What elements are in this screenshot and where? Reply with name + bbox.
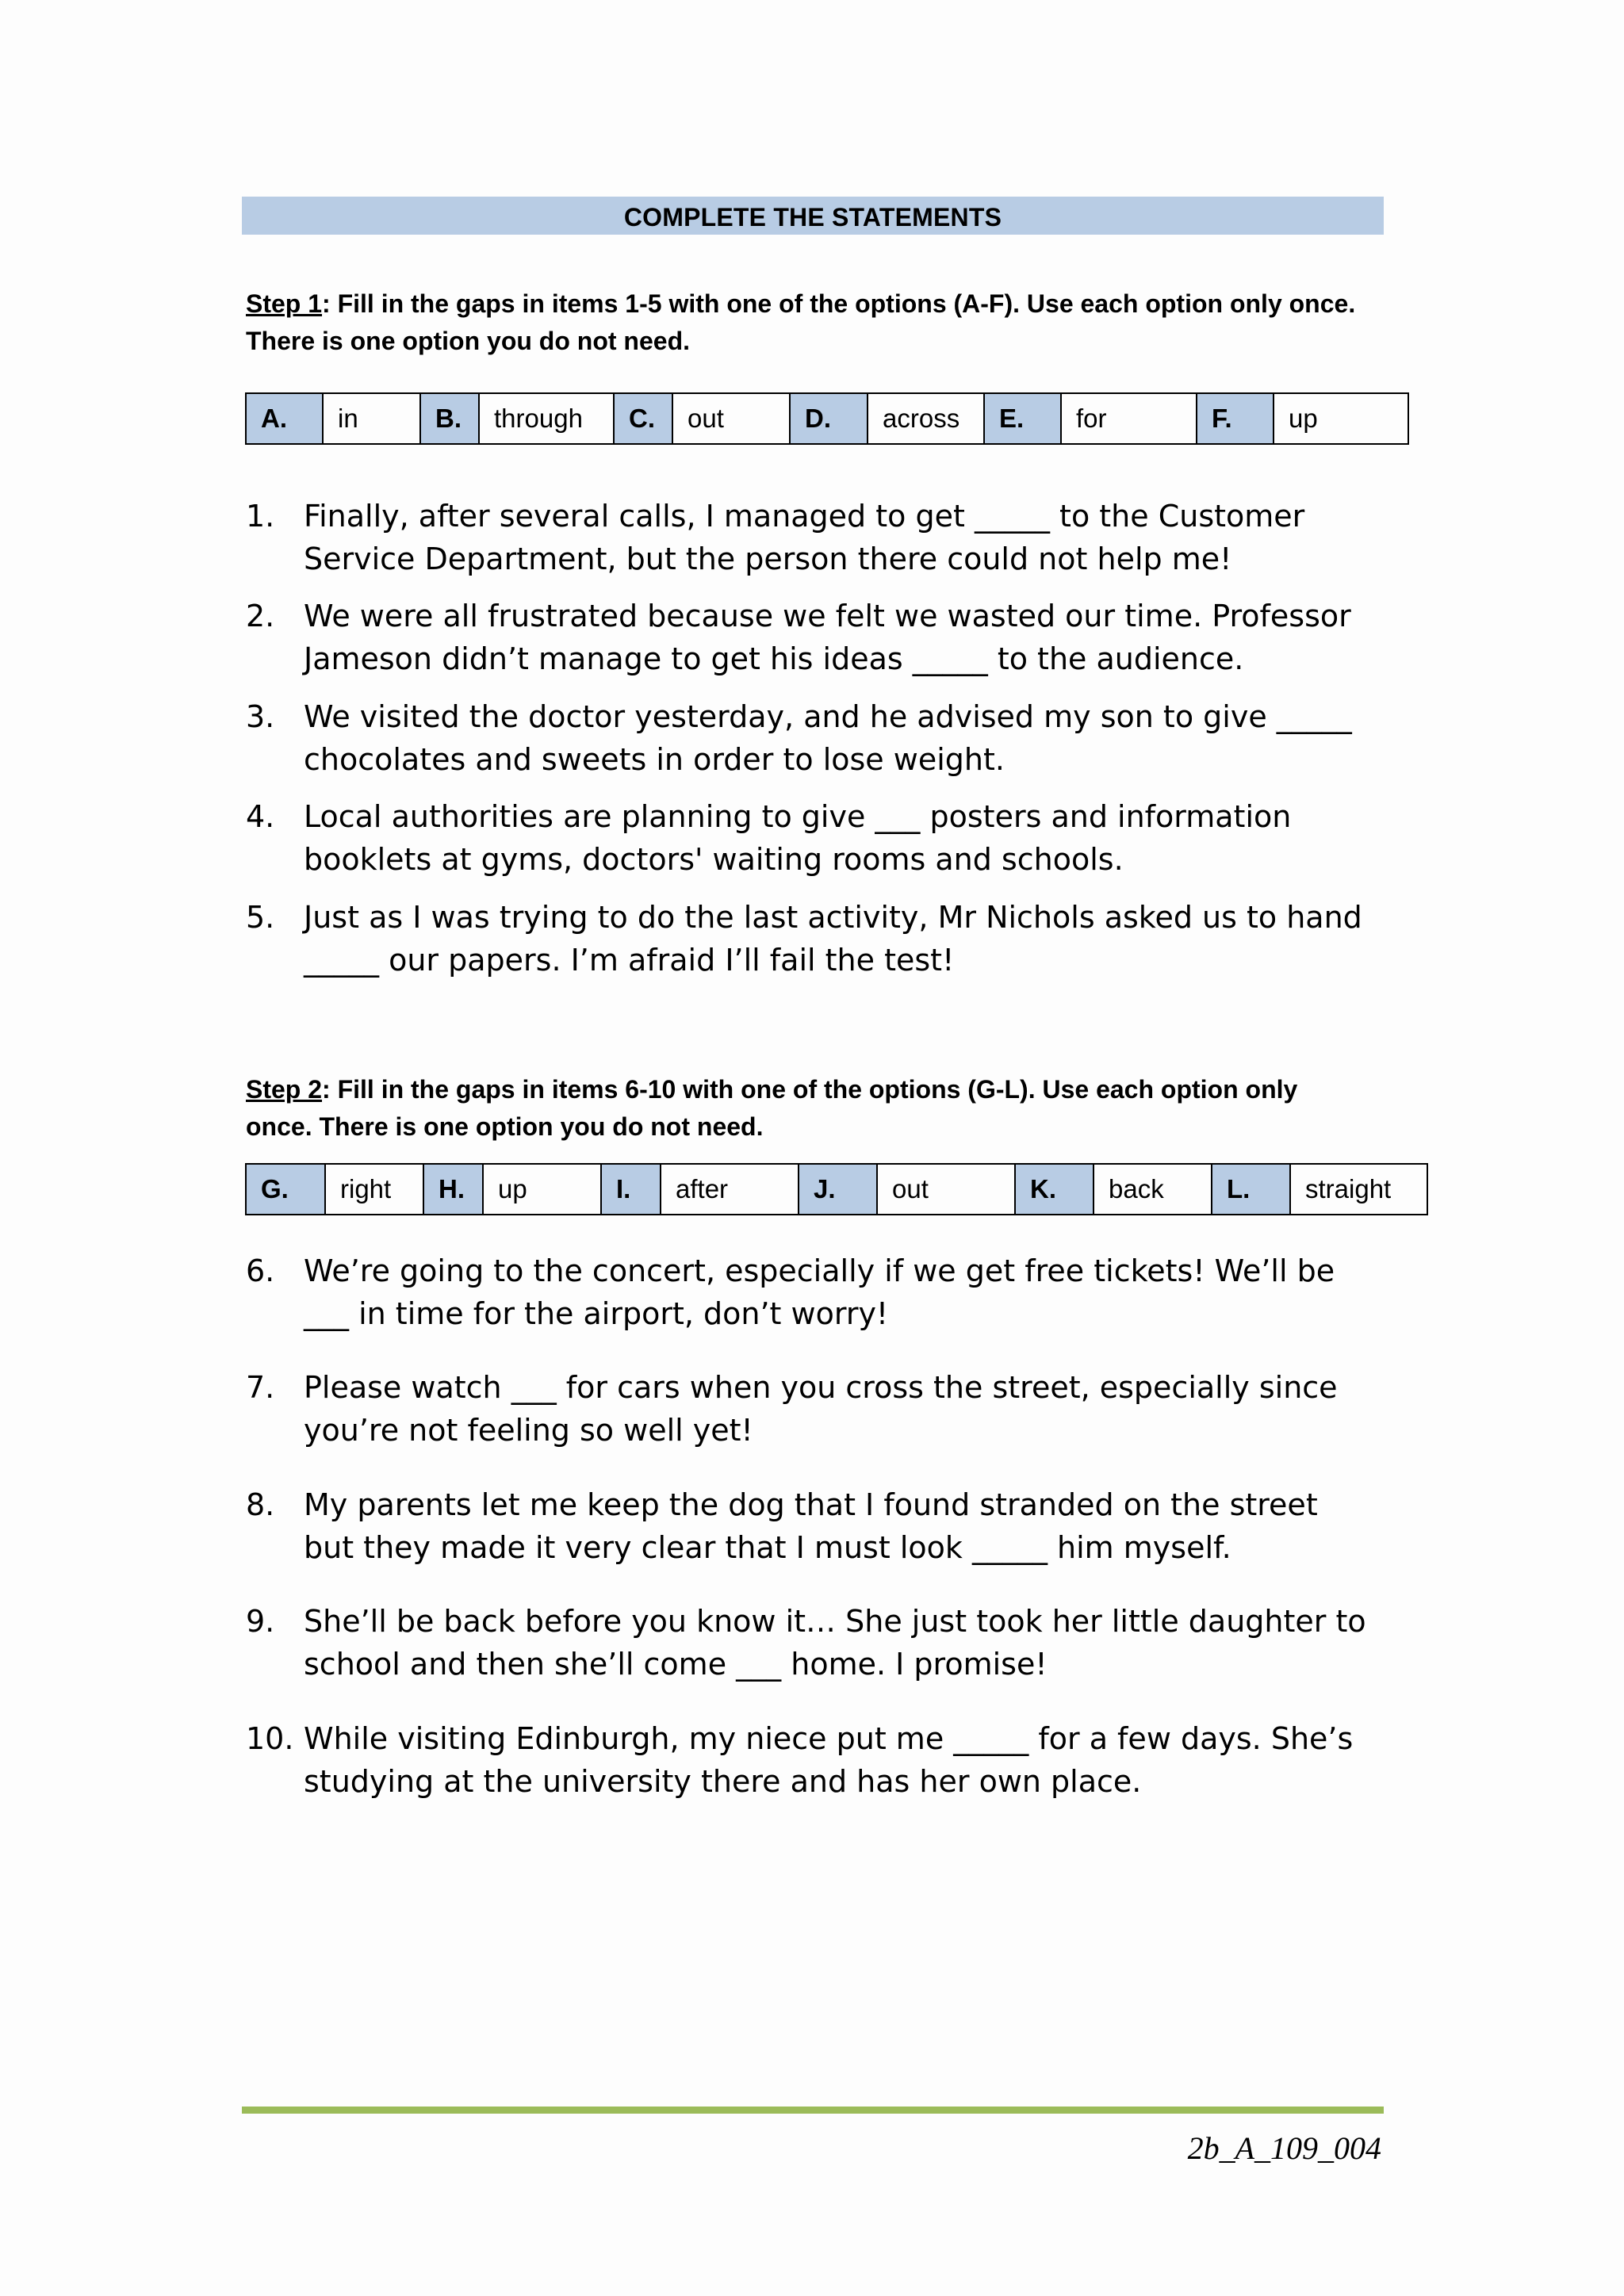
item-text: We’re going to the concert, especially if we get free tickets! We’ll be ___ in time for the airport, don’t worry!: [304, 1253, 1335, 1331]
item-text: Just as I was trying to do the last activity, Mr Nichols asked us to hand _____ our papers. I’m afraid I’ll fail the test!: [304, 900, 1362, 978]
option-letter: J.: [799, 1164, 877, 1215]
option-letter: C.: [614, 393, 672, 444]
item-number: 1.: [246, 499, 275, 534]
option-letter: A.: [246, 393, 323, 444]
step1-label: Step 1: [246, 289, 323, 318]
option-letter: K.: [1015, 1164, 1094, 1215]
option-word: back: [1094, 1164, 1212, 1215]
item-text: She’ll be back before you know it… She just took her little daughter to school and then she’ll come ___ home. I promise!: [304, 1604, 1366, 1682]
item-number: 8.: [246, 1487, 275, 1522]
step2-options-row: [246, 1164, 1427, 1215]
option-word: across: [868, 393, 984, 444]
item-number: 5.: [246, 900, 275, 935]
step2-label: Step 2: [246, 1075, 323, 1104]
option-word: straight: [1290, 1164, 1427, 1215]
item-number: 10.: [246, 1721, 294, 1756]
page-title: COMPLETE THE STATEMENTS: [242, 197, 1384, 235]
step1-instruction-line1: : Fill in the gaps in items 1-5 with one of the options (A-F). Use each option only once.: [322, 289, 1356, 318]
item-text: We visited the doctor yesterday, and he advised my son to give _____ chocolates and sweets in order to lose weight.: [304, 699, 1352, 777]
item-number: 4.: [246, 799, 275, 834]
option-letter: F.: [1197, 393, 1274, 444]
step2-instructions: [246, 1071, 1404, 1146]
step1-options-table: [245, 392, 1409, 445]
step2-instruction-line2: once. There is one option you do not need.: [246, 1112, 764, 1141]
item-text: My parents let me keep the dog that I found stranded on the street but they made it very clear that I must look _____ him myself.: [304, 1487, 1318, 1565]
option-letter: E.: [984, 393, 1061, 444]
item-text: Local authorities are planning to give ___ posters and information booklets at gyms, doctors' waiting rooms and schools.: [304, 799, 1292, 877]
option-word: out: [877, 1164, 1015, 1215]
item-text: Finally, after several calls, I managed to get _____ to the Customer Service Department, but the person there could not help me!: [304, 499, 1305, 576]
item-number: 3.: [246, 699, 275, 734]
option-word: after: [661, 1164, 799, 1215]
option-letter: H.: [423, 1164, 483, 1215]
item-number: 6.: [246, 1253, 275, 1288]
step2-options-table: [245, 1163, 1428, 1215]
option-word: for: [1061, 393, 1197, 444]
option-letter: L.: [1212, 1164, 1290, 1215]
option-word: up: [483, 1164, 601, 1215]
document-code: 2b_A_109_004: [1187, 2130, 1381, 2166]
option-word: through: [479, 393, 614, 444]
item-number: 7.: [246, 1370, 275, 1405]
option-letter: G.: [246, 1164, 325, 1215]
item-text: While visiting Edinburgh, my niece put me _____ for a few days. She’s studying at the university there and has her own place.: [304, 1721, 1354, 1799]
item-number: 2.: [246, 599, 275, 633]
option-word: in: [323, 393, 420, 444]
item-text: Please watch ___ for cars when you cross the street, especially since you’re not feeling so well yet!: [304, 1370, 1338, 1448]
item-text: We were all frustrated because we felt we wasted our time. Professor Jameson didn’t manage to get his ideas _____ to the audience.: [304, 599, 1351, 676]
step1-instructions: [246, 285, 1404, 360]
option-word: right: [325, 1164, 423, 1215]
item-number: 9.: [246, 1604, 275, 1639]
option-letter: D.: [790, 393, 868, 444]
step1-instruction-line2: There is one option you do not need.: [246, 327, 690, 355]
step2-instruction-line1: : Fill in the gaps in items 6-10 with one of the options (G-L). Use each option only: [322, 1075, 1298, 1104]
option-letter: I.: [601, 1164, 661, 1215]
option-word: up: [1274, 393, 1408, 444]
option-letter: B.: [420, 393, 479, 444]
option-word: out: [672, 393, 790, 444]
footer-rule: [242, 2107, 1384, 2114]
step1-options-row: [246, 393, 1408, 444]
